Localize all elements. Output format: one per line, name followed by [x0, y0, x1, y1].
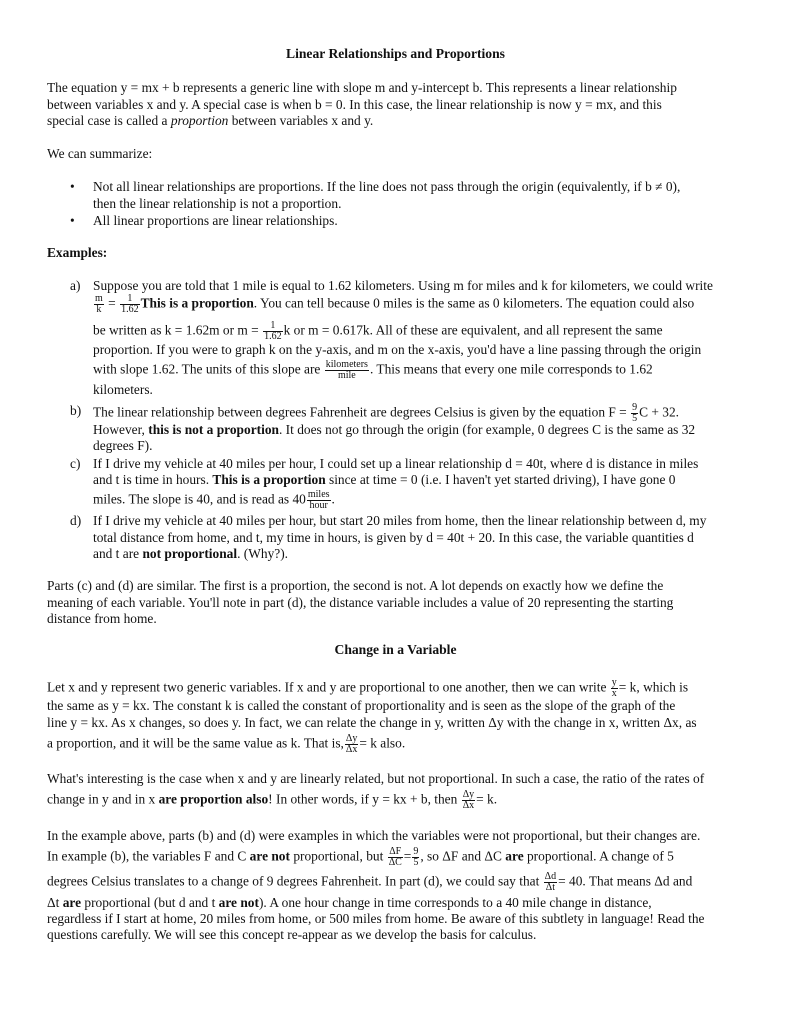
whats-line: change in y and in x are proportion also! In other words, if y = kx + b, then $\frac{\Delta y}{\Delta x}$ = k. — [47, 789, 498, 811]
let-line: a proportion, and it will be the same value as k. That is, $\frac{\Delta y}{\Delta x}$ = k also. — [47, 733, 406, 755]
example-a-line: Suppose you are told that 1 mile is equal to 1.62 kilometers. Using m for miles and k for kilometers, we could write — [93, 278, 713, 293]
intro-line: special case is called a proportion between variables x and y. — [47, 113, 374, 128]
example-label: c) — [70, 456, 81, 471]
final-line: degrees Celsius translates to a change of 9 degrees Fahrenheit. In part (d), we could say that $\frac{\Delta d}{\Delta t}$ = 40. That means Δd and — [47, 871, 693, 893]
fraction: $\frac{\Delta y}{\Delta x}$ — [345, 733, 358, 755]
final-line: questions carefully. We will see this concept re-appear as we develop the basis for calculus. — [47, 927, 537, 942]
example-a-line: be written as k = 1.62m or m = $\frac{1}{1.62}$ k or m = 0.617k. All of these are equivalent, and all represent the same — [93, 320, 663, 342]
fraction: $\frac{\Delta F}{\Delta C}$ — [388, 846, 402, 868]
example-b-line: degrees F). — [93, 438, 153, 453]
example-d-line: total distance from home, and t, my time in hours, is given by d = 40t + 20. In this case, the variable quantities d — [93, 530, 694, 545]
intro-line: between variables x and y. A special case is when b = 0. In this case, the linear relationship is now y = mx, and this — [47, 96, 662, 112]
fraction: $\frac{1}{1.62}$ — [121, 293, 139, 315]
final-line: Δt are proportional (but d and t are not). A one hour change in time corresponds to a 40 mile change in distance, — [47, 895, 652, 910]
example-label: a) — [70, 278, 81, 293]
fraction: $\frac{y}{x}$ — [611, 677, 617, 699]
let-line: line y = kx. As x changes, so does y. In fact, we can relate the change in y, written Δy with the change in x, written Δx, as — [47, 715, 697, 730]
example-a-line: kilometers. — [93, 382, 153, 397]
fraction: $\frac{1}{1.62}$ — [264, 320, 282, 342]
fraction: $\frac{\Delta y}{\Delta x}$ — [462, 789, 475, 811]
final-line: In example (b), the variables F and C are not proportional, but $\frac{\Delta F}{\Delta C}$ = $\frac{9}{5}$ , so ΔF and ΔC are proportional. A change of 5 — [47, 846, 674, 868]
unit-fraction: $\frac{\text{kilometers}}{\text{mile}}$ — [325, 359, 368, 381]
fraction: $\frac{\Delta d}{\Delta t}$ — [544, 871, 557, 893]
example-d-line: and t are not proportional. (Why?). — [93, 546, 289, 561]
example-a-line: with slope 1.62. The units of this slope are $\frac{\text{kilometers}}{\text{mile}}$ . This means that every one mile corresponds to 1.62 — [93, 359, 653, 381]
parts-paragraph: Parts (c) and (d) are similar. The first is a proportion, the second is not. A lot depends on exactly how we define the meaning of each variable. You'll note in part (d), the distance variable includes a value of 20 representing the starting distance from home. — [47, 578, 674, 626]
example-c-line: If I drive my vehicle at 40 miles per hour, I could set up a linear relationship d = 40t, where d is distance in miles — [93, 456, 699, 471]
example-d-line: If I drive my vehicle at 40 miles per hour, but start 20 miles from home, then the linear relationship between d, my — [93, 513, 707, 528]
whats-line: What's interesting is the case when x and y are linearly related, but not proportional. In such a case, the ratio of the rates of — [47, 771, 705, 786]
summarize-text: We can summarize: — [47, 146, 153, 161]
fraction: $\frac{m}{k}$ — [95, 293, 103, 315]
example-c-line: and t is time in hours. This is a proportion since at time = 0 (i.e. I haven't yet started driving), I have gone 0 — [93, 472, 676, 487]
example-a-line: $\frac{m}{k}$ = $\frac{1}{1.62}$ This is a proportion. You can tell because 0 miles is the same as 0 kilometers. The equation could also — [95, 293, 695, 315]
bullet-item: All linear proportions are linear relationships. — [93, 213, 338, 228]
example-label: d) — [70, 513, 82, 528]
proportion-term: proportion — [170, 113, 229, 128]
page-title: Linear Relationships and Proportions — [286, 46, 505, 61]
example-c-line: miles. The slope is 40, and is read as 40 $\frac{\text{miles}}{\text{hour}}$ . — [93, 489, 335, 511]
bullet-marker: • — [70, 179, 75, 194]
intro-paragraph — [47, 80, 728, 130]
example-a-line: proportion. If you were to graph k on the y-axis, and m on the x-axis, you'd have a line passing through the origin — [93, 342, 702, 357]
fraction: $\frac{9}{5}$ — [632, 402, 638, 424]
example-b-line: The linear relationship between degrees Fahrenheit are degrees Celsius is given by the equation F = $\frac{9}{5}$ C + 32. — [93, 402, 679, 424]
unit-fraction: $\frac{\text{miles}}{\text{hour}}$ — [307, 489, 330, 511]
final-line: regardless if I start at home, 20 miles from home, or 500 miles from home. Be aware of this subtlety in language! Read the — [47, 911, 705, 926]
bullet-marker: • — [70, 213, 75, 228]
intro-line: The equation y = mx + b represents a generic line with slope m and y-intercept b. This represents a linear relationship — [47, 80, 677, 95]
fraction: $\frac{9}{5}$ — [413, 846, 419, 868]
example-b-line: However, this is not a proportion. It does not go through the origin (for example, 0 degrees C is the same as 32 — [93, 422, 696, 437]
bullet-item: Not all linear relationships are proportions. If the line does not pass through the origin (equivalently, if b ≠ 0), then the linear relationship is not a proportion. — [93, 179, 681, 211]
example-label: b) — [70, 403, 82, 418]
let-line: the same as y = kx. The constant k is called the constant of proportionality and is seen as the slope of the graph of the — [47, 698, 676, 713]
examples-heading: Examples: — [47, 245, 108, 260]
let-line: Let x and y represent two generic variables. If x and y are proportional to one another, then we can write $\frac{y}{x}$ = k, which is — [47, 677, 689, 699]
final-line: In the example above, parts (b) and (d) were examples in which the variables were not proportional, but their changes are. — [47, 828, 701, 843]
section-title: Change in a Variable — [334, 642, 457, 657]
